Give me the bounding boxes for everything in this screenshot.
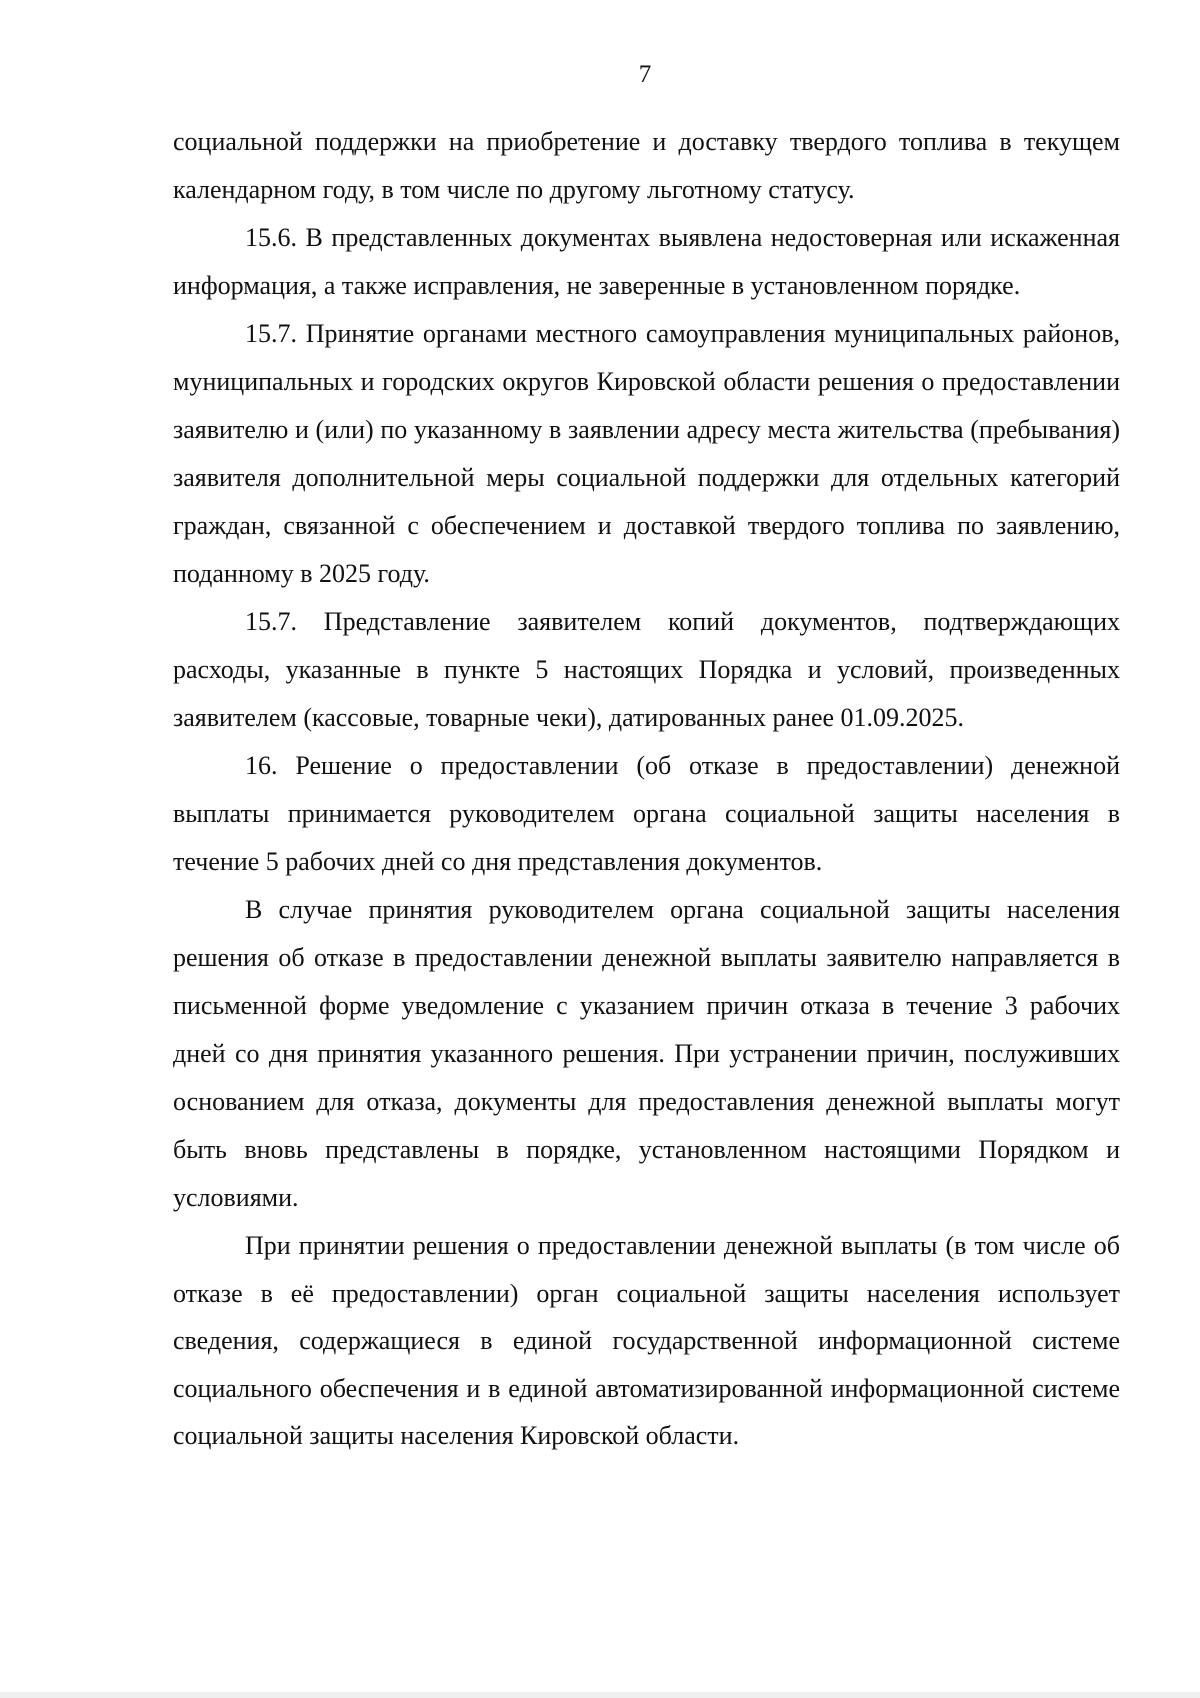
page-number: 7 xyxy=(638,61,652,88)
paragraph-information-systems: При принятии решения о предоставлении денежной выплаты (в том числе об отказе в её предоставлении) орган социальной защиты населения использует сведения, содержащиеся в единой государственной информационной системе социального обеспечения и в единой автоматизированной информационной системе социальной защиты населения Кировской области. xyxy=(173,1231,1120,1450)
paragraph-refusal-notice: В случае принятия руководителем органа социальной защиты населения решения об отказе в предоставлении денежной выплаты заявителю направляется в письменной форме уведомление с указанием причин отказа в течение 3 рабочих дней со дня принятия указанного решения. При устранении причин, послуживших основанием для отказа, документы для предоставления денежной выплаты могут быть вновь представлены в порядке, установленном настоящими Порядком и условиями. xyxy=(173,895,1120,1212)
paragraph-continuation: социальной поддержки на приобретение и доставку твердого топлива в текущем календарном году, в том числе по другому льготному статусу. xyxy=(173,127,1120,204)
scan-bottom-edge xyxy=(0,1692,1200,1698)
paragraph-15-7-documents-copies: 15.7. Представление заявителем копий документов, подтверждающих расходы, указанные в пункте 5 настоящих Порядка и условий, произведенных заявителем (кассовые, товарные чеки), датированных ранее 01.09.2025. xyxy=(173,607,1120,732)
paragraph-15-7-local-decision: 15.7. Принятие органами местного самоуправления муниципальных районов, муниципальных и городских округов Кировской области решения о предоставлении заявителю и (или) по указанному в заявлении адресу места жительства (пребывания) заявителя дополнительной меры социальной поддержки для отдельных категорий граждан, связанной с обеспечением и доставкой твердого топлива по заявлению, поданному в 2025 году. xyxy=(173,319,1120,588)
paragraph-15-6: 15.6. В представленных документах выявлена недостоверная или искаженная информация, а также исправления, не заверенные в установленном порядке. xyxy=(173,223,1120,300)
paragraph-16-decision: 16. Решение о предоставлении (об отказе в предоставлении) денежной выплаты принимается руководителем органа социальной защиты населения в течение 5 рабочих дней со дня представления документов. xyxy=(173,751,1120,876)
document-body xyxy=(173,118,1120,1460)
